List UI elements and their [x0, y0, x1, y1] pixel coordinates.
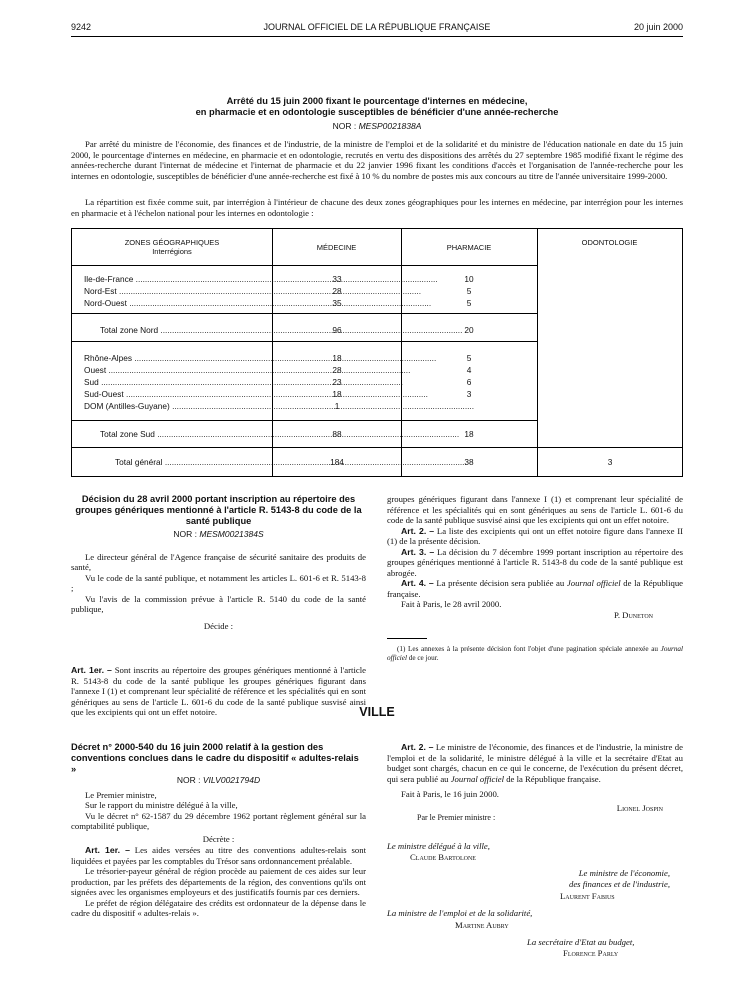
- pharmacie-value: 6: [466, 377, 472, 387]
- total-nord-medecine: 96: [332, 325, 342, 335]
- minister-title-line: des finances et de l'industrie,: [568, 878, 670, 889]
- decision-paragraph: Vu le code de la santé publique, et notamment les articles L. 601-6 et R. 5143-8 ;: [71, 572, 366, 593]
- medecine-value: 1: [334, 401, 340, 411]
- pharmacie-value: 5: [466, 286, 472, 296]
- nor-label: NOR :: [332, 121, 357, 131]
- column-header-medecine: MÉDECINE: [316, 243, 357, 252]
- table-rule: [72, 420, 537, 421]
- decision-article-1: [71, 665, 366, 717]
- medecine-value: 35: [332, 298, 342, 308]
- article-text: La décision du 7 décembre 1999 portant inscription au répertoire des groupes génériques mentionné à l'article R. 5143-8 du code de la santé publique est abrogée.: [387, 546, 684, 578]
- arrete-title-line2: en pharmacie et en odontologie susceptibles de bénéficier d'une année-recherche: [195, 107, 559, 117]
- footnote-rule: [387, 638, 427, 639]
- page-number: 9242: [71, 22, 92, 32]
- column-header-zones: [72, 238, 272, 256]
- decret-nor: [71, 775, 366, 786]
- total-sud-pharmacie: 18: [464, 429, 474, 439]
- decision-nor: [71, 529, 366, 540]
- total-sud-medecine: 88: [332, 429, 342, 439]
- region-name: Nord-Ouest .....: [84, 298, 260, 308]
- article-text: La liste des excipients qui ont un effet notoire figure dans l'annexe II (1) de la présente décision.: [387, 525, 684, 546]
- decret-paragraph: Le préfet de région délégataire des crédits est ordonnateur de la dépense dans le cadre du dispositif « adultes-relais ».: [71, 897, 366, 918]
- header-rule: [71, 36, 683, 37]
- total-nord-pharmacie: 20: [464, 325, 474, 335]
- nor-label: NOR :: [176, 775, 201, 785]
- region-name: DOM (Antilles-Guyane) .....: [84, 401, 260, 411]
- article-text: Les aides versées au titre des conventions adultes-relais sont liquidées et payées par les comptables du Trésor sans ordonnancement préalable.: [71, 845, 366, 866]
- total-general-odontologie: 3: [607, 457, 613, 467]
- footnote-text: de ce jour.: [408, 654, 439, 662]
- journal-title: JOURNAL OFFICIEL DE LA RÉPUBLIQUE FRANÇAISE: [263, 22, 491, 32]
- arrete-title-line1: Arrêté du 15 juin 2000 fixant le pourcentage d'internes en médecine,: [226, 96, 528, 106]
- medecine-value: 18: [332, 353, 342, 363]
- article-label: Art. 3. –: [401, 546, 435, 557]
- nor-code: MESM0021384S: [199, 529, 264, 539]
- article-label: Art. 1er. –: [85, 845, 130, 855]
- journal-reference: Journal officiel: [450, 773, 505, 784]
- decide-heading: Décide :: [203, 620, 234, 631]
- zones-label: ZONES GÉOGRAPHIQUES: [124, 238, 220, 247]
- footnote: [387, 645, 683, 663]
- medecine-value: 28: [332, 286, 342, 296]
- decret-left-column: [71, 742, 366, 919]
- article-1-continuation: groupes génériques figurant dans l'annexe I (1) et comprenant leur spécialité de référence et les spécialités qui en sont génériques au sens de l'article L. 601-6 du code de la santé publique susvisé ainsi que les excipients qui ont un effet notoire.: [387, 494, 683, 525]
- medecine-value: 23: [332, 377, 342, 387]
- fait-a-paris: Fait à Paris, le 16 juin 2000.: [401, 789, 499, 799]
- nor-label: NOR :: [173, 529, 197, 539]
- par-premier-ministre: Par le Premier ministre :: [417, 813, 496, 822]
- signature: Laurent Fabius: [560, 891, 615, 901]
- arrete-paragraph-2: La répartition est fixée comme suit, par interrégion à l'intérieur de chacune des deux zones géographiques pour les internes en médecine, par interrégion pour les internes en pharmacie et à l'échelon national pour les internes en odontologie :: [71, 197, 683, 218]
- article-text: Le ministre de l'économie, des finances et de l'industrie, la ministre de l'emploi et de la solidarité, le ministre délégué à la ville et la secrétaire d'Etat au budget sont chargés, chacun en ce qui le concerne, de l'exécution du présent décret, qui sera publié au: [387, 742, 684, 784]
- column-header-odontologie: ODONTOLOGIE: [581, 238, 638, 247]
- pharmacie-value: 4: [466, 365, 472, 375]
- interregions-label: Interrégions: [152, 247, 192, 256]
- region-name: Rhône-Alpes .....: [84, 353, 260, 363]
- decret-right-column: [387, 742, 683, 824]
- minister-title: [520, 868, 670, 889]
- signature: Martine Aubry: [455, 920, 509, 930]
- article-text: La présente décision sera publiée au: [436, 578, 565, 588]
- pharmacie-value: 10: [464, 274, 474, 284]
- total-general-medecine: 184: [330, 457, 344, 467]
- minister-title: La ministre de l'emploi et de la solidarité,: [387, 908, 533, 918]
- issue-date: 20 juin 2000: [633, 22, 683, 32]
- signature: Claude Bartolone: [410, 852, 476, 862]
- decision-left-column: [71, 494, 366, 635]
- decision-title: Décision du 28 avril 2000 portant inscription au répertoire des groupes génériques mentionné à l'article R. 5143-8 du code de la santé publique: [75, 494, 362, 526]
- minister-title: La secrétaire d'Etat au budget,: [527, 937, 635, 947]
- pharmacie-value: 5: [466, 298, 472, 308]
- decrete-heading: Décrète :: [202, 833, 235, 844]
- repartition-table: [71, 228, 683, 477]
- journal-reference: Journal officiel: [566, 578, 621, 588]
- decision-right-column: [387, 494, 683, 620]
- decret-paragraph: Le Premier ministre,: [85, 789, 157, 800]
- fait-a-paris: Fait à Paris, le 28 avril 2000.: [401, 599, 502, 609]
- table-rule: [72, 341, 537, 342]
- section-title: VILLE: [359, 705, 395, 719]
- total-general-pharmacie: 38: [464, 457, 474, 467]
- signature: Lionel Jospin: [616, 802, 663, 813]
- nor-code: MESP0021838A: [358, 121, 422, 131]
- article-label: Art. 2. –: [401, 525, 435, 536]
- medecine-value: 18: [332, 389, 342, 399]
- region-name: Sud .....: [84, 377, 260, 387]
- minister-title-line: Le ministre de l'économie,: [578, 868, 670, 878]
- decision-paragraph: Le directeur général de l'Agence française de sécurité sanitaire des produits de santé,: [71, 551, 366, 572]
- medecine-value: 33: [332, 274, 342, 284]
- decret-paragraph: Vu le décret n° 62-1587 du 29 décembre 1962 portant règlement général sur la comptabilité publique,: [71, 810, 366, 831]
- article-text: Sont inscrits au répertoire des groupes génériques mentionné à l'article R. 5143-8 du code de la santé publique les groupes génériques figurant dans l'annexe I (1) et comprenant leur spécialité de référence et les spécialités qui en sont génériques au sens de l'article L. 601-6 du code de la santé publique susvisé ainsi que les excipients qui ont un effet notoire.: [71, 665, 366, 717]
- decret-title: Décret n° 2000-540 du 16 juin 2000 relatif à la gestion des conventions conclues dans le cadre du dispositif « adultes-relais »: [71, 742, 359, 774]
- region-name: Sud-Ouest .....: [84, 389, 260, 399]
- signature: P. Duneton: [613, 609, 653, 620]
- arrete-paragraph-1: Par arrêté du ministre de l'économie, des finances et de l'industrie, de la ministre de l'emploi et de la solidarité et du ministre de l'éducation nationale en date du 15 juin 2000, le pourcentage d'internes en médecine, en pharmacie et en odontologie, recrutés en vertu des dispositions des arrêtés du 27 septembre 1985 modifié fixant le régime des années-recherche durant l'internat de médecine et l'internat de pharmacie et du 22 janvier 1996 fixant les conditions d'accès et l'organisation de l'année-recherche pour les internes en odontologie, susceptibles de bénéficier d'une année-recherche est fixé à 10 % du nombre de postes mis aux concours au titre de l'année universitaire 1999-2000.: [71, 139, 683, 181]
- region-name: Nord-Est .....: [84, 286, 260, 296]
- region-name: Ile-de-France .....: [84, 274, 260, 284]
- table-column-divider: [537, 229, 538, 476]
- decision-paragraph: Vu l'avis de la commission prévue à l'article R. 5140 du code de la santé publique,: [71, 593, 366, 614]
- pharmacie-value: 5: [466, 353, 472, 363]
- article-label: Art. 2. –: [401, 742, 434, 752]
- medecine-value: 28: [332, 365, 342, 375]
- total-general-label: Total général .....: [115, 457, 260, 467]
- table-rule: [72, 313, 537, 314]
- article-label: Art. 1er. –: [71, 665, 112, 675]
- column-header-pharmacie: PHARMACIE: [446, 243, 492, 252]
- table-rule: [72, 447, 682, 448]
- decret-paragraph: Le trésorier-payeur général de région procède au paiement de ces aides sur leur production, par les préfets des départements de la région, des conventions qu'ils ont signées avec les organismes employeurs et des justificatifs fournis par ces derniers.: [71, 866, 366, 897]
- region-name: Ouest .....: [84, 365, 260, 375]
- decret-paragraph: Sur le rapport du ministre délégué à la ville,: [85, 800, 238, 810]
- minister-title: Le ministre délégué à la ville,: [387, 841, 490, 851]
- total-sud-label: Total zone Sud .....: [100, 429, 260, 439]
- article-label: Art. 4. –: [401, 578, 434, 588]
- table-header-rule: [72, 265, 537, 266]
- article-text: de la République française.: [387, 578, 684, 599]
- footnote-text: (1) Les annexes à la présente décision font l'objet d'une pagination spéciale annexée au: [397, 645, 658, 653]
- journal-reference: Journal officiel: [387, 645, 683, 662]
- nor-code: VILV0021794D: [202, 775, 261, 785]
- article-text: de la République française.: [506, 773, 601, 784]
- pharmacie-value: 3: [466, 389, 472, 399]
- signature: Florence Parly: [563, 948, 619, 958]
- arrete-nor: [71, 121, 683, 131]
- total-nord-label: Total zone Nord .....: [100, 325, 260, 335]
